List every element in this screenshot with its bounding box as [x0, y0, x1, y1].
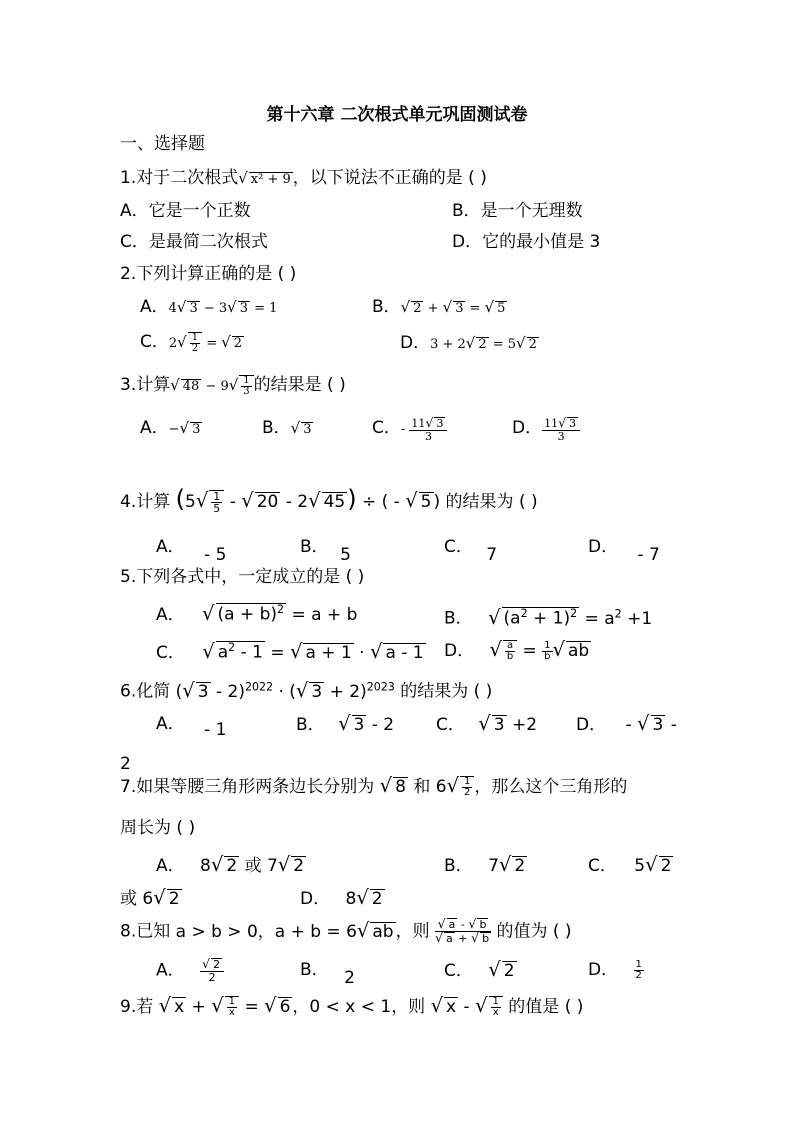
- q6-option-a[interactable]: A． - 1: [156, 714, 227, 740]
- q4-option-a[interactable]: A． - 5: [156, 537, 227, 565]
- question-9: 9.若 √ x + √ $\frac{1}{x}$ = √ 6 ，0 < x < 1，则 √ x - √ $\frac{1}{x}$ 的值是 ( ): [120, 994, 584, 1018]
- question-3: 3.计算√ 48 − 9√ $\frac{1}{3}$ 的结果是 ( ): [120, 375, 346, 397]
- q8-option-d[interactable]: D． $\frac{1}{2}$: [588, 958, 642, 981]
- q1-option-d[interactable]: D．它的最小值是 3: [452, 232, 601, 252]
- question-8: 8.已知 a > b > 0，a + b = 6√ ab ，则 $\frac{√ a - √ b}{√ a + √ b}$ 的值为 ( ): [120, 916, 572, 946]
- q1-option-c[interactable]: C．是最简二次根式: [120, 232, 268, 252]
- q6-option-c[interactable]: C． √ 3 +2: [436, 712, 538, 735]
- q8-option-c[interactable]: C． √ 2: [444, 958, 515, 981]
- q7-option-a[interactable]: A． 8√ 2 或 7√ 2: [156, 853, 305, 876]
- q4-option-b[interactable]: B． 5: [300, 537, 351, 565]
- question-1-pre: 1.对于二次根式: [120, 168, 239, 188]
- q4-option-c[interactable]: C． 7: [444, 537, 498, 565]
- q3-option-a[interactable]: A．−√ 3: [140, 418, 201, 438]
- question-7-line2: 周长为 ( ): [120, 818, 196, 838]
- sqrt-expression: √ x² + 9: [238, 169, 291, 187]
- q4-option-d[interactable]: D． - 7: [588, 537, 660, 565]
- q3-option-b[interactable]: B．√ 3: [262, 418, 312, 438]
- q6-option-d-wrap: 2: [120, 754, 131, 774]
- question-6: 6.化简 (√ 3 - 2)$^{2022}$ · (√ 3 + 2)$^{2023}$ 的结果为 ( ): [120, 678, 493, 702]
- section-heading: 一、选择题: [120, 134, 205, 154]
- q5-option-a[interactable]: A． √ $(a + b)^2 = a + b$: [156, 602, 358, 625]
- question-1: [120, 166, 487, 192]
- question-1-post: ，以下说法不正确的是 ( ): [292, 168, 487, 188]
- page-title: 第十六章 二次根式单元巩固测试卷: [266, 105, 528, 125]
- q7-option-b[interactable]: B． 7√ 2: [444, 853, 526, 876]
- q6-option-d[interactable]: D． - √ 3 -: [576, 712, 677, 735]
- q5-option-d[interactable]: D． √ $\frac{a}{b}$ = $\frac{1}{b}$ √ ab: [444, 638, 590, 662]
- q1-option-a[interactable]: A．它是一个正数: [120, 201, 251, 221]
- q2-option-d[interactable]: D．3 + 2√ 2 = 5√ 2: [400, 333, 537, 353]
- q8-option-a[interactable]: A． $\frac{√ 2}{2}$: [156, 958, 224, 983]
- q1-option-b[interactable]: B．是一个无理数: [452, 201, 583, 221]
- q2-option-c[interactable]: C．2√ $\frac{1}{2}$ = √ 2: [140, 332, 243, 354]
- q7-option-d[interactable]: D． 8√ 2: [300, 886, 383, 909]
- q6-option-b[interactable]: B． √ 3 - 2: [296, 712, 395, 735]
- q7-option-c[interactable]: C． 5√ 2: [588, 853, 672, 876]
- q3-option-c[interactable]: C．- $\frac{11√ 3}{3}$: [372, 416, 447, 442]
- q5-option-b[interactable]: B． √ $(a^2 + 1)^2 = a^2 +1$: [444, 605, 653, 629]
- q8-option-b[interactable]: B． 2: [300, 960, 355, 988]
- q2-option-b[interactable]: B．√ 2 + √ 3 = √ 5: [372, 297, 506, 317]
- question-4: 4.计算 (5√ $\frac{1}{5}$ - √ 20 - 2√ 45) ÷ ( - √ 5 ) 的结果为 ( ): [120, 485, 538, 515]
- q7-option-c-wrap: 或 6√ 2: [120, 886, 180, 909]
- q3-option-d[interactable]: D． $\frac{11√ 3}{3}$: [512, 416, 580, 442]
- question-7: 7.如果等腰三角形两条边长分别为 √ 8 和 6√ $\frac{1}{2}$ ，那么这个三角形的: [120, 774, 628, 798]
- q5-option-c[interactable]: C． √ $a^2 - 1$ = √ a + 1 · √ a - 1: [156, 640, 424, 663]
- question-5: 5.下列各式中，一定成立的是 ( ): [120, 567, 365, 587]
- question-2: 2.下列计算正确的是 ( ): [120, 264, 297, 284]
- q2-option-a[interactable]: A．4√ 3 − 3√ 3 = 1: [140, 297, 278, 317]
